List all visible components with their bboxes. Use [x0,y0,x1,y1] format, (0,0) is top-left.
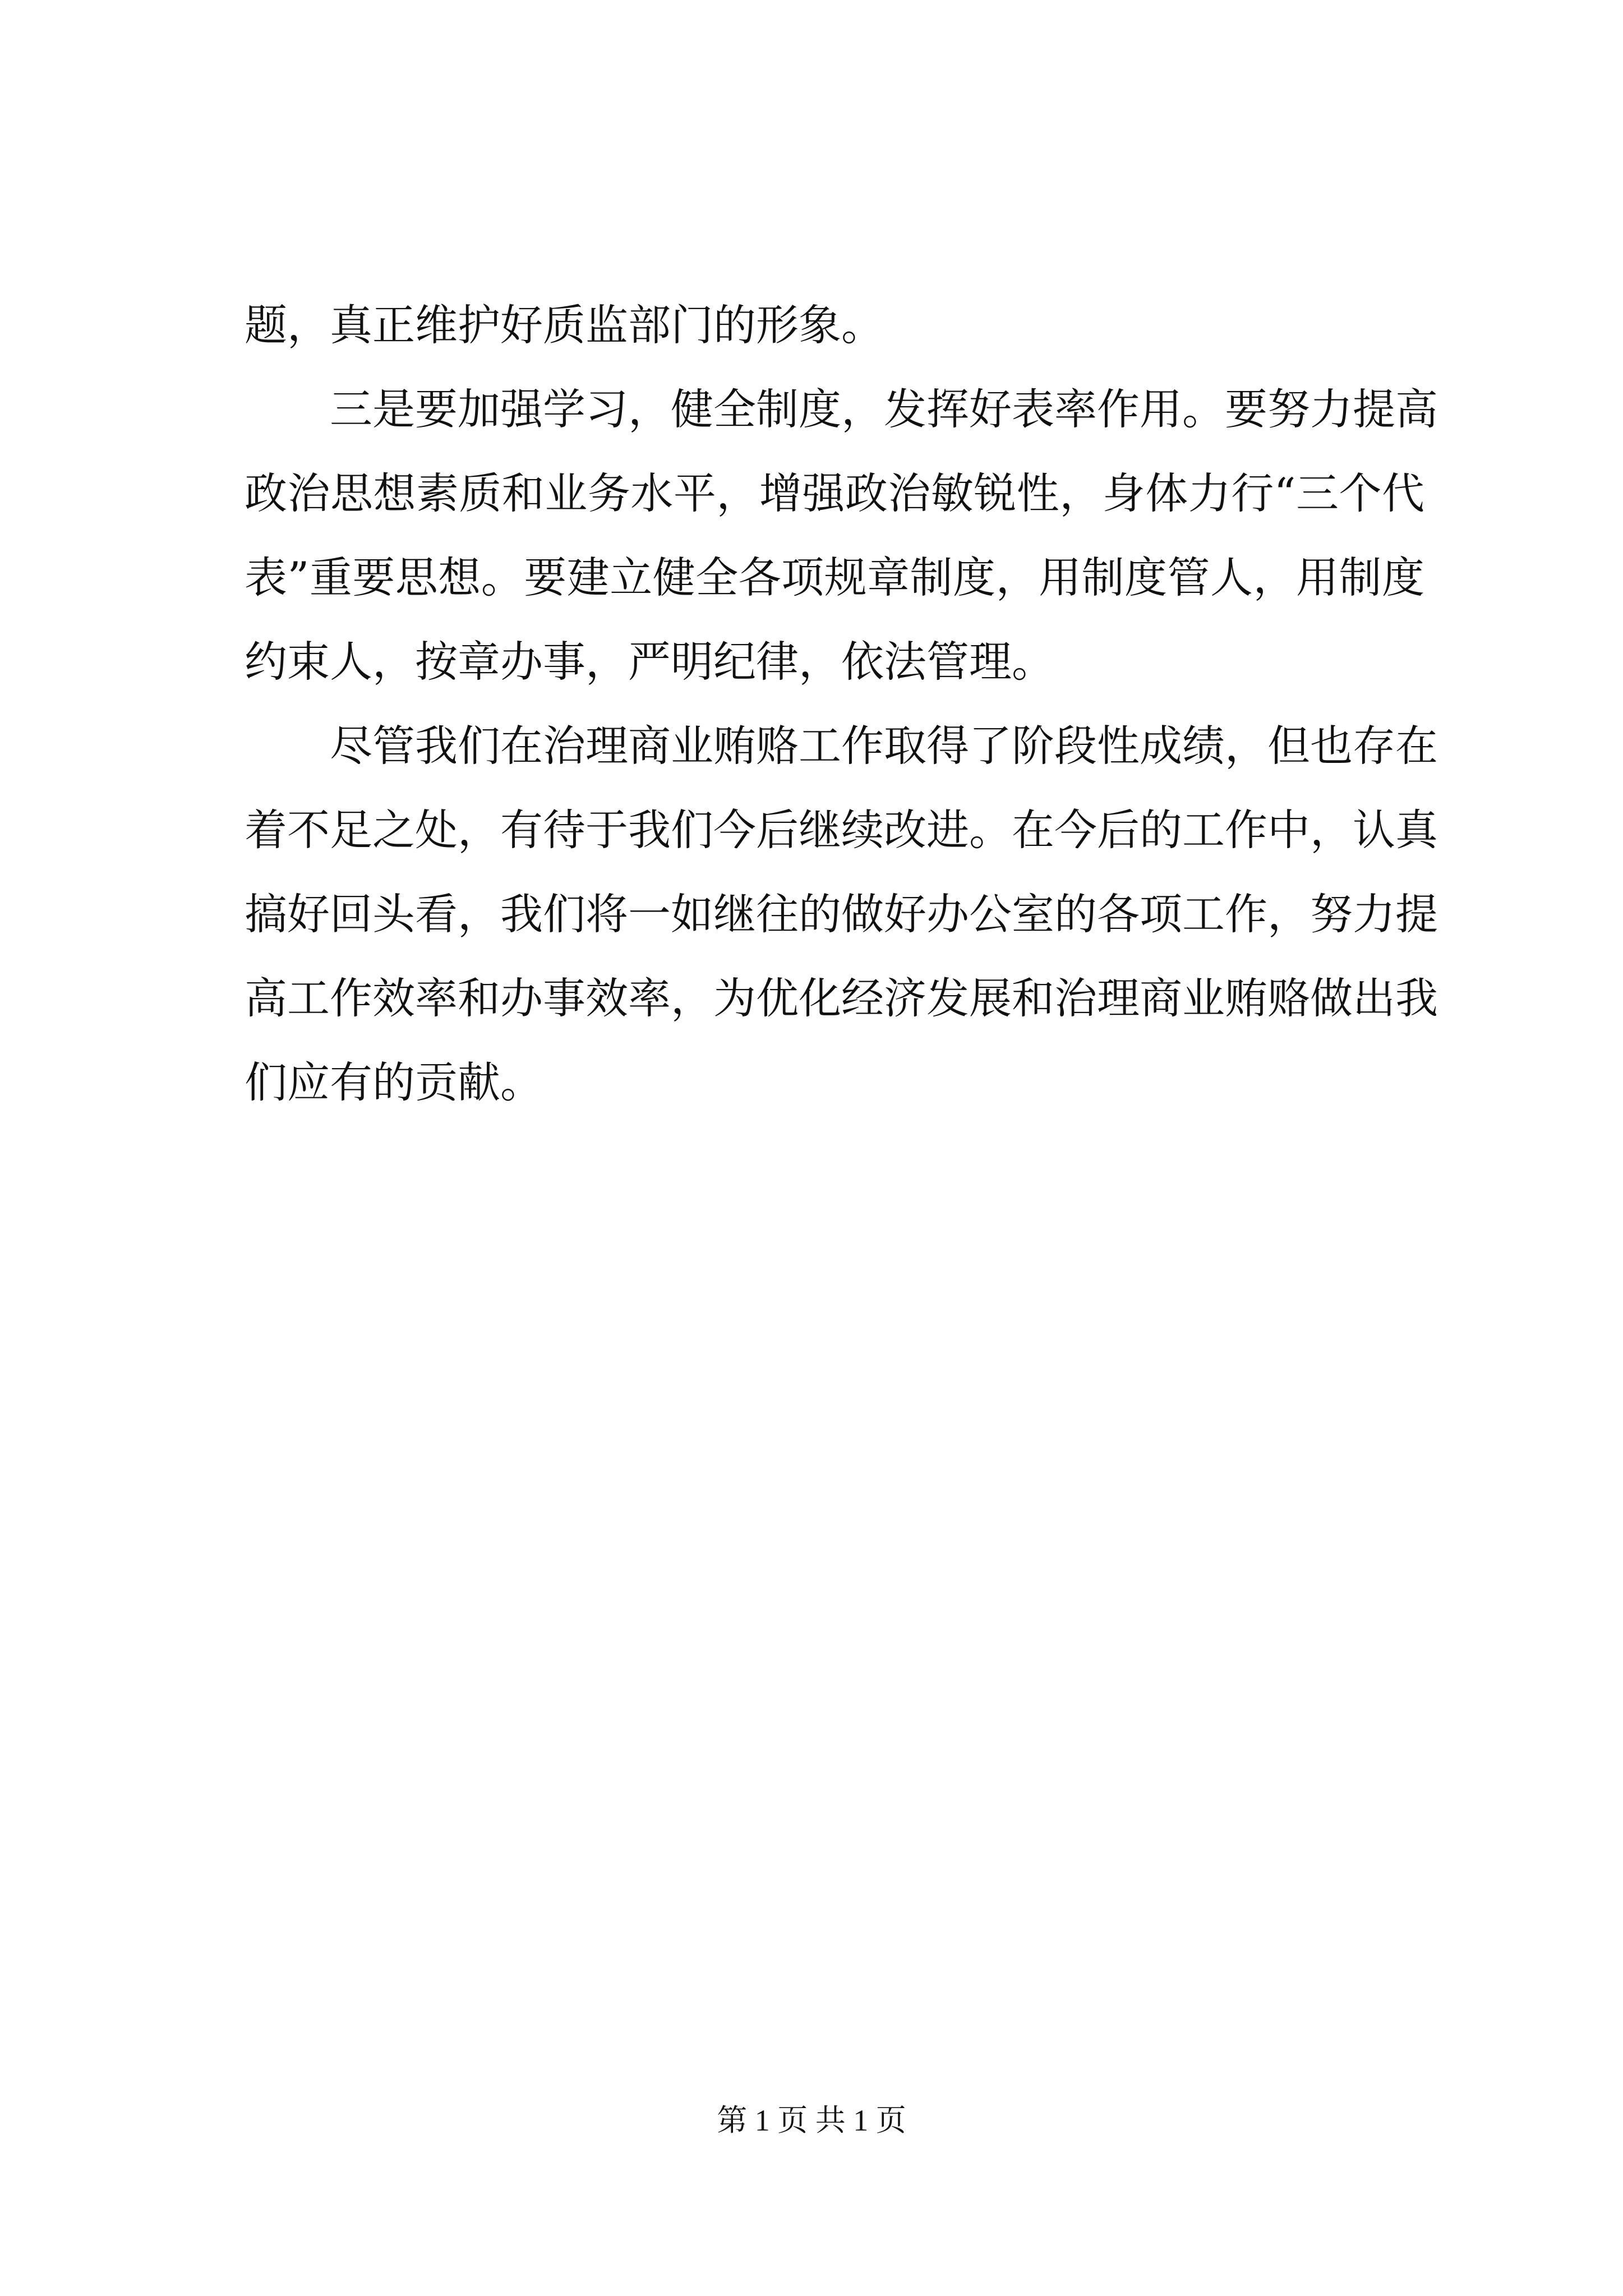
paragraph-3-line-5: 们应有的贡献。 [245,1057,543,1107]
paragraph-2-line-4: 约束人，按章办事，严明纪律，依法管理。 [245,637,1054,687]
paragraph-3-line-3: 搞好回头看，我们将一如继往的做好办公室的各项工作，努力提 [245,889,1438,939]
paragraph-2-line-3: 表”重要思想。要建立健全各项规章制度，用制度管人，用制度 [245,553,1424,602]
page-number-footer: 第 1 页 共 1 页 [717,2104,906,2137]
paragraph-1-line-1: 题，真正维护好质监部门的形象。 [245,300,884,350]
paragraph-3-line-4: 高工作效率和办事效率，为优化经济发展和治理商业贿赂做出我 [245,973,1438,1023]
paragraph-3-line-2: 着不足之处，有待于我们今后继续改进。在今后的工作中，认真 [245,805,1438,855]
paragraph-2-line-2: 政治思想素质和业务水平，增强政治敏锐性，身体力行“三个代 [245,468,1424,518]
paragraph-3-line-1: 尽管我们在治理商业贿赂工作取得了阶段性成绩，但也存在 [330,721,1438,771]
paragraph-2-line-1: 三是要加强学习，健全制度，发挥好表率作用。要努力提高 [330,384,1438,434]
